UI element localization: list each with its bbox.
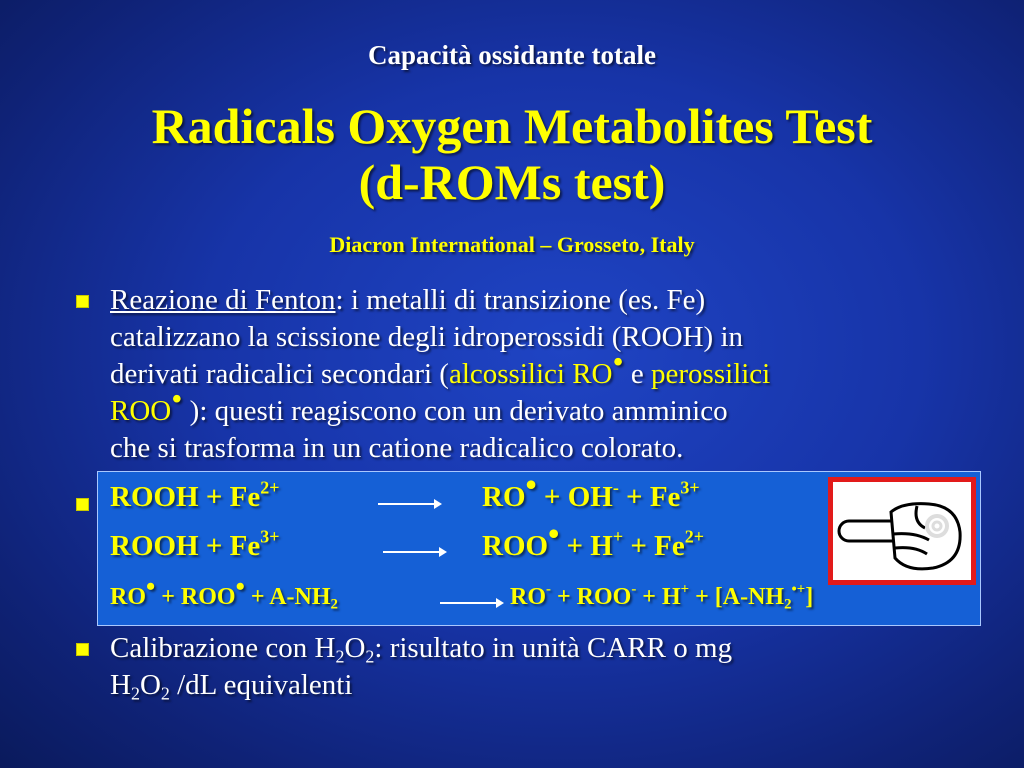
radical-dot: • <box>171 380 183 416</box>
bullet1-line2: catalizzano la scissione degli idroperossidi (ROOH) in <box>110 321 744 353</box>
radical-dot: • <box>612 343 624 379</box>
pointing-hand-icon <box>828 477 976 585</box>
bullet1-line3-a: derivati radicalici secondari ( <box>110 358 449 390</box>
bullet1-line1 <box>110 282 970 319</box>
reaction3-left: RO• + ROO• + $A-NH_2$ <box>110 570 338 613</box>
arrow-right-icon <box>378 503 440 505</box>
bullet1-line1-text: : i metalli di transizione (es. Fe) <box>335 284 706 316</box>
bullet-square-icon <box>76 643 89 656</box>
roo-label: ROO <box>110 395 172 427</box>
bullet1-line5: che si trasforma in un catione radicalico colorato. <box>110 432 684 464</box>
reaction1-right: RO• + $OH^- + Fe^{3+}$ <box>482 466 700 513</box>
title-line-1: Radicals Oxygen Metabolites Test <box>151 98 873 154</box>
alkoxyl-label: alcossilici RO <box>448 358 613 390</box>
bullet1-line4 <box>110 380 970 430</box>
reaction2-right: ROO• + $H^+ + Fe^{2+}$ <box>482 515 704 562</box>
bullet1-line4-b: ): questi reagiscono con un derivato amminico <box>182 395 728 427</box>
bullet-calibration <box>110 630 970 704</box>
bullet-fenton <box>110 282 970 467</box>
arrow-right-icon <box>383 551 445 553</box>
bullet3-line2: $H_2O_2$ /dL equivalenti <box>110 669 353 704</box>
company-line: Diacron International – Grosseto, Italy <box>329 232 695 257</box>
reaction3-right: $RO^- + ROO^- + H^+ + [A-NH_2^{•+}]$ <box>510 581 814 613</box>
fenton-term: Reazione di Fenton <box>110 284 336 316</box>
peroxyl-label: perossilici <box>651 358 771 390</box>
reaction1-left: ROOH + $Fe^{2+}$ <box>110 477 280 513</box>
bullet-square-icon <box>76 295 89 308</box>
arrow-right-icon <box>440 602 502 604</box>
slide-title <box>0 98 1024 210</box>
bullet3-line1: Calibrazione con $H_2O_2$: risultato in unità CARR o mg <box>110 632 733 667</box>
bullet1-line3-c: e <box>623 358 652 390</box>
bullet1-line3 <box>110 343 970 393</box>
reaction2-left: ROOH + $Fe^{3+}$ <box>110 526 280 562</box>
title-line-2: (d-ROMs test) <box>358 154 666 210</box>
slide-subtitle: Capacità ossidante totale <box>368 40 656 70</box>
bullet-square-icon <box>76 498 89 511</box>
